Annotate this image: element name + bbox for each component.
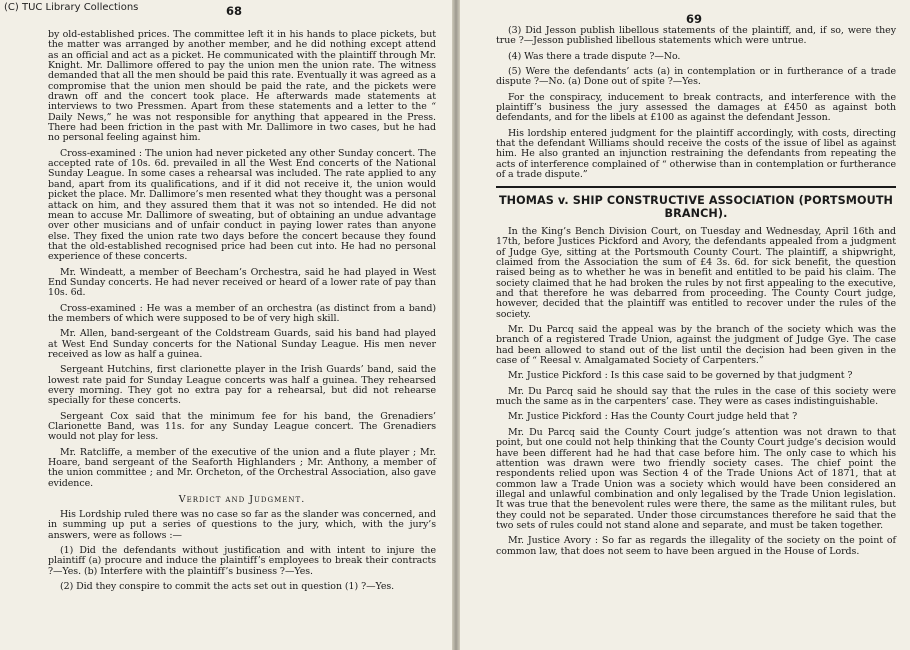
paragraph: Mr. Windeatt, a member of Beecham’s Orchestra, said he had played in West End Sunday concerts. He had never received or heard of a lower rate of pay than 10s. 6d. (48, 266, 436, 299)
paragraph: (5) Were the defendants’ acts (a) in contemplation or in furtherance of a trade dispute ?—No. (a) Done out of spite ?—Yes. (496, 66, 896, 88)
paragraph: His lordship entered judgment for the plaintiff accordingly, with costs, directing that the defendant Williams should receive the costs of the issue of libel as against him. He also granted an injunction restraining the defendants from repeating the acts of interference complained of “ otherwise than in contemplation or furtherance of a trade dispute.” (496, 127, 896, 181)
paragraph: (4) Was there a trade dispute ?—No. (508, 50, 681, 62)
left-page (0, 0, 452, 650)
verdict-heading: Verdict and Judgment. (178, 494, 306, 506)
paragraph: Cross-examined : The union had never picketed any other Sunday concert. The accepted rate of 10s. 6d. prevailed in all the West End concerts of the National Sunday League. In some cases a rehearsal was included. The rate applied to any band, apart from its qualifications, and if it did not receive it, the union would picket the place. Mr. Dallimore’s men resented what they thought was a personal attack on him, and they assured them that it was not so intended. He did not mean to accuse Mr. Dallimore of sweating, but of obtaining an undue advantage over other musicians and of unfair conduct in paying lower rates than anyone else. They fixed the union rate two days before the concert because they found that the old-established recognised price had been cut into. He had no personal experience of these concerts. (48, 147, 436, 263)
paragraph: For the conspiracy, inducement to break contracts, and interference with the plaintiff’s business the jury assessed the damages at £450 as against both defendants, and for the libels at £100 as against the defendant Jesson. (496, 91, 896, 124)
paragraph: Cross-examined : He was a member of an orchestra (as distinct from a band) the members of which were supposed to be of very high skill. (48, 302, 436, 324)
paragraph: Mr. Ratcliffe, a member of the executive of the union and a flute player ; Mr. Hoare, band sergeant of the Seaforth Highlanders ; Mr. Anthony, a member of the union committee ; and Mr. Orcheton, of the Orchestral Association, also gave evidence. (48, 446, 436, 489)
paragraph: Mr. Du Parcq said the County Court judge’s attention was not drawn to that point, but one could not help thinking that the County Court judge’s decision would have been different had he had that case before him. The only case to which his attention was drawn were two friendly society cases. The chief point the respondents relied upon was Section 4 of the Trade Unions Act of 1871, that at common law a Trade Union was a society which would have been considered an illegal and unlawful combination and only legalised by the Trade Union legislation. It was true that the benevolent rules were there, the same as the militant rules, but they could not be separated. Under those circumstances therefore he said that the two sets of rules could not stand alone and separate, and must be taken together. (496, 426, 896, 531)
paragraph: Mr. Allen, band-sergeant of the Coldstream Guards, said his band had played at West End Sunday concerts for the National Sunday League. His men never received as low as half a guinea. (48, 328, 436, 360)
paragraph: Sergeant Cox said that the minimum fee for his band, the Grenadiers’ Clarionette Band, was 11s. for any Sunday League concert. The Grenadiers would not play for less. (48, 410, 436, 443)
paragraph: Mr. Justice Pickford : Has the County Court judge held that ? (508, 411, 798, 423)
case-title: THOMAS v. SHIP CONSTRUCTIVE ASSOCIATION (PORTSMOUTH BRANCH). (498, 193, 894, 220)
paragraph: (2) Did they conspire to commit the acts set out in question (1) ?—Yes. (60, 581, 395, 593)
paragraph: His Lordship ruled there was no case so far as the slander was concerned, and in summing up put a series of questions to the jury, which, with the jury’s answers, were as follows :— (48, 509, 436, 541)
paragraph: In the King’s Bench Division Court, on Tuesday and Wednesday, April 16th and 17th, before Justices Pickford and Avory, the defendants appealed from a judgment of Judge Gye, sitting at the Portsmouth County Court. The plaintiff, a shipwright, claimed from the Association the sum of £4 3s. 6d. for sick benefit, the question raised being as to whether he was in benefit and entitled to be paid his claim. The society claimed that he had broken the rules by not first appealing to the executive, and that therefore he was debarred from proceeding. The County Court judge, however, decided that the plaintiff was entitled to recover under the rules of the society. (496, 225, 896, 320)
left-page-number: 68 (226, 4, 243, 18)
paragraph: Sergeant Hutchins, first clarionette player in the Irish Guards’ band, said the lowest rate paid for Sunday League concerts was half a guinea. They rehearsed every morning. They got no extra pay for a rehearsal, but did not rehearse specially for these concerts. (48, 364, 436, 407)
paragraph: Mr. Justice Pickford : Is this case said to be governed by that judgment ? (508, 370, 853, 382)
paragraph: Mr. Justice Avory : So far as regards the illegality of the society on the point of common law, that does not seem to have been argued in the House of Lords. (496, 535, 896, 557)
paragraph: Mr. Du Parcq said he should say that the rules in the case of this society were much the same as in the carpenters’ case. They were as cases indistinguishable. (496, 385, 896, 408)
paragraph: (3) Did Jesson publish libellous statements of the plaintiff, and, if so, were they true ?—Jesson published libellous statements which were untrue. (496, 25, 896, 47)
paragraph: by old-established prices. The committee left it in his hands to place pickets, but the matter was arranged by another member, and he did nothing except attend as an official and act as a picket. He communicated with the plaintiff through Mr. Knight. Mr. Dallimore offered to pay the union men the union rate. The witness demanded that all the men should be paid this rate. Eventually it was agreed as a compromise that the union men should be paid the rate, and the pickets were drawn off and the concert took place. He afterwards made statements at interviews to two Pressmen. Apart from these statements and a letter to the “ Daily News,” he was not responsible for anything that appeared in the Press. There had been friction in the past with Mr. Dallimore in two cases, but he had no personal feeling against him. (48, 29, 436, 144)
paragraph: Mr. Du Parcq said the appeal was by the branch of the society which was the branch of a registered Trade Union, against the judgment of Judge Gye. The case had been allowed to stand out of the list until the decision had been given in the case of “ Reesal v. Amalgamated Society of Carpenters.” (496, 324, 896, 367)
book-gutter (452, 0, 460, 650)
paragraph: (1) Did the defendants without justification and with intent to injure the plaintiff (a) procure and induce the plaintiff’s employees to break their contracts ?—Yes. (b) Interfere with the plaintiff’s business ?—Yes. (48, 545, 436, 577)
right-page-number: 69 (686, 12, 703, 26)
watermark: (C) TUC Library Collections (4, 2, 139, 13)
section-divider (496, 186, 896, 188)
right-page (460, 0, 910, 650)
